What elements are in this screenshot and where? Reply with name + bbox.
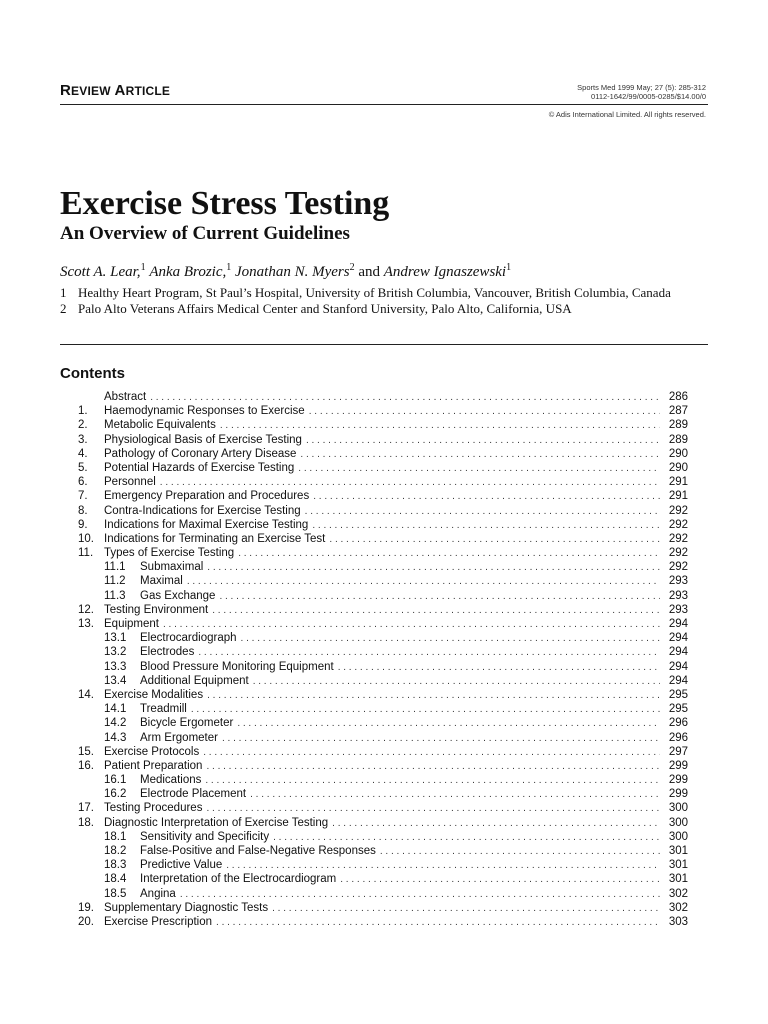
affiliation-number: 2 [60, 301, 67, 316]
toc-entry-page: 291 [668, 476, 688, 489]
toc-entry-page: 292 [668, 561, 688, 574]
toc-entry-number: 11. [78, 547, 94, 560]
toc-entry-number: 18.4 [104, 873, 127, 886]
toc-entry-page: 293 [668, 603, 688, 616]
label-rest-rticle: RTICLE [125, 84, 171, 98]
toc-entry [78, 518, 688, 532]
toc-entry-number: 12. [78, 603, 94, 616]
toc-entry-number: 11.2 [104, 575, 126, 588]
toc-entry-number: 13.4 [104, 674, 127, 687]
toc-entry-number: 14. [78, 688, 94, 701]
toc-entry-title: Gas Exchange [140, 589, 216, 602]
toc-entry [78, 787, 688, 801]
toc-leader-dots [237, 717, 660, 730]
toc-entry [78, 660, 688, 674]
toc-entry-page: 291 [668, 490, 688, 503]
toc-entry [78, 858, 688, 872]
toc-entry-page: 296 [668, 717, 688, 730]
toc-entry-title: Equipment [104, 618, 159, 630]
toc-entry-page: 290 [668, 461, 688, 474]
toc-entry-number: 1. [78, 405, 88, 418]
citation-line: Sports Med 1999 May; 27 (5): 285-312 [577, 83, 706, 92]
toc-entry-page: 303 [668, 915, 688, 928]
citation-line: 0112-1642/99/0005-0285/$14.00/0 [591, 92, 706, 101]
toc-entry-title: Patient Preparation [104, 759, 203, 772]
affiliation [60, 301, 700, 317]
toc-entry-number: 16. [78, 759, 94, 772]
toc-entry-page: 287 [668, 405, 688, 418]
toc-entry [78, 589, 688, 603]
toc-entry-title: Electrode Placement [140, 788, 247, 801]
toc-entry-title: Indications for Terminating an Exercise Test [104, 532, 326, 545]
toc-entry [78, 390, 688, 404]
toc-entry-page: 290 [668, 447, 688, 460]
toc-entry-number: 18. [78, 816, 94, 829]
toc-entry-number: 8. [78, 504, 88, 517]
toc-leader-dots [216, 916, 660, 929]
toc-entry [78, 773, 688, 787]
toc-entry-page: 292 [668, 532, 688, 545]
toc-entry-page: 289 [668, 419, 688, 432]
toc-entry-page: 301 [668, 845, 688, 857]
toc-entry-title: Additional Equipment [140, 674, 249, 687]
toc-entry [78, 631, 688, 645]
toc-entry-title: Testing Environment [104, 603, 209, 616]
toc-leader-dots [306, 434, 660, 447]
toc-entry [78, 504, 688, 518]
toc-entry-title: Angina [140, 887, 176, 900]
toc-leader-dots [273, 831, 660, 844]
toc-entry [78, 745, 688, 759]
toc-entry [78, 404, 688, 418]
toc-leader-dots [338, 661, 660, 674]
author-affil-mark: 1 [140, 262, 146, 273]
toc-entry [78, 872, 688, 886]
toc-entry-number: 20. [78, 915, 94, 928]
toc-leader-dots [312, 519, 660, 532]
toc-entry-number: 6. [78, 476, 88, 489]
section-divider [60, 344, 708, 345]
toc-leader-dots [309, 405, 660, 418]
toc-entry-number: 5. [78, 461, 88, 474]
header-divider [60, 104, 708, 105]
toc-entry-number: 18.1 [104, 830, 127, 843]
table-of-contents [78, 390, 688, 929]
toc-leader-dots [150, 391, 660, 404]
toc-leader-dots [205, 774, 660, 787]
toc-entry-number: 18.2 [104, 845, 127, 857]
toc-entry [78, 475, 688, 489]
toc-entry [78, 532, 688, 546]
toc-entry [78, 546, 688, 560]
toc-leader-dots [340, 873, 660, 886]
author-affil-mark: 2 [349, 262, 355, 273]
affiliation-list [60, 285, 700, 317]
toc-leader-dots [241, 632, 660, 645]
toc-entry-page: 293 [668, 575, 688, 588]
toc-entry [78, 447, 688, 461]
toc-entry-title: Electrodes [140, 646, 195, 659]
toc-leader-dots [219, 590, 660, 603]
toc-entry [78, 901, 688, 915]
toc-leader-dots [313, 490, 660, 503]
toc-entry-title: Contra-Indications for Exercise Testing [104, 504, 301, 517]
toc-entry-number: 10. [78, 532, 94, 545]
toc-leader-dots [305, 505, 660, 518]
toc-entry-number: 13.3 [104, 660, 127, 673]
toc-entry-page: 302 [668, 901, 688, 914]
toc-leader-dots [253, 675, 660, 688]
toc-leader-dots [191, 703, 660, 716]
label-rest-eview: EVIEW [71, 84, 111, 98]
toc-entry-number: 13. [78, 618, 94, 630]
toc-entry-title: Abstract [104, 391, 147, 403]
toc-entry-page: 289 [668, 433, 688, 446]
toc-entry [78, 702, 688, 716]
toc-entry-number: 7. [78, 490, 88, 503]
article-subtitle: An Overview of Current Guidelines [60, 223, 350, 244]
toc-entry-number: 13.2 [104, 646, 127, 659]
toc-entry [78, 418, 688, 432]
toc-leader-dots [206, 802, 660, 815]
toc-entry-page: 300 [668, 802, 688, 815]
toc-entry-title: Maximal [140, 575, 183, 588]
toc-entry-title: Types of Exercise Testing [104, 547, 235, 560]
toc-leader-dots [187, 575, 660, 588]
toc-leader-dots [222, 732, 660, 745]
toc-entry-page: 294 [668, 618, 688, 630]
toc-leader-dots [206, 760, 660, 773]
toc-entry-title: Metabolic Equivalents [104, 419, 216, 432]
affiliation-text: Healthy Heart Program, St Paul’s Hospital, University of British Columbia, Vancouver, British Columbia, Canada [78, 285, 671, 300]
toc-leader-dots [220, 419, 660, 432]
toc-entry-title: Sensitivity and Specificity [140, 830, 270, 843]
toc-entry-number: 18.3 [104, 859, 127, 872]
toc-entry-title: False-Positive and False-Negative Responses [140, 845, 376, 857]
toc-entry [78, 433, 688, 447]
toc-entry [78, 816, 688, 830]
toc-entry-title: Submaximal [140, 561, 204, 574]
toc-leader-dots [300, 448, 660, 461]
toc-leader-dots [163, 618, 660, 631]
toc-entry-page: 297 [668, 745, 688, 758]
toc-entry-title: Pathology of Coronary Artery Disease [104, 447, 297, 460]
toc-entry-page: 299 [668, 759, 688, 772]
toc-entry-page: 293 [668, 589, 688, 602]
toc-leader-dots [160, 476, 660, 489]
toc-entry-number: 3. [78, 433, 88, 446]
toc-leader-dots [207, 561, 660, 574]
toc-entry-title: Emergency Preparation and Procedures [104, 490, 310, 503]
toc-entry-title: Diagnostic Interpretation of Exercise Testing [104, 816, 329, 829]
toc-entry [78, 759, 688, 773]
toc-entry-number: 4. [78, 447, 88, 460]
toc-leader-dots [207, 689, 660, 702]
toc-entry-number: 14.3 [104, 731, 127, 744]
toc-entry-page: 301 [668, 873, 688, 886]
toc-entry-title: Arm Ergometer [140, 731, 218, 744]
toc-entry-title: Predictive Value [140, 859, 223, 872]
toc-entry [78, 674, 688, 688]
author-name: Jonathan N. Myers [235, 264, 350, 280]
toc-entry-number: 17. [78, 802, 94, 815]
toc-leader-dots [203, 746, 660, 759]
toc-entry [78, 688, 688, 702]
toc-entry [78, 617, 688, 631]
toc-entry [78, 830, 688, 844]
toc-entry-page: 295 [668, 688, 688, 701]
copyright-notice: © Adis International Limited. All rights reserved. [548, 110, 706, 119]
author-affil-mark: 1 [506, 262, 512, 273]
toc-leader-dots [329, 533, 660, 546]
label-cap-r: R [60, 82, 72, 99]
toc-entry-page: 299 [668, 774, 688, 787]
toc-entry-page: 301 [668, 859, 688, 872]
toc-entry-page: 294 [668, 632, 688, 645]
toc-entry-title: Testing Procedures [104, 802, 203, 815]
toc-entry [78, 560, 688, 574]
article-type-label [60, 82, 170, 99]
toc-leader-dots [238, 547, 660, 560]
toc-entry-number: 19. [78, 901, 94, 914]
toc-leader-dots [212, 604, 660, 617]
toc-entry-title: Haemodynamic Responses to Exercise [104, 405, 305, 418]
label-cap-a: A [114, 82, 126, 99]
toc-entry [78, 461, 688, 475]
toc-leader-dots [380, 845, 660, 858]
toc-entry [78, 603, 688, 617]
affiliation-text: Palo Alto Veterans Affairs Medical Center and Stanford University, Palo Alto, California, USA [78, 301, 572, 316]
toc-entry [78, 645, 688, 659]
toc-entry-number: 16.1 [104, 774, 127, 787]
toc-entry-number: 16.2 [104, 788, 127, 801]
toc-entry-page: 294 [668, 646, 688, 659]
toc-entry-page: 296 [668, 731, 688, 744]
toc-entry-number: 15. [78, 745, 94, 758]
toc-entry-title: Exercise Protocols [104, 745, 200, 758]
toc-leader-dots [272, 902, 660, 915]
toc-entry-page: 286 [668, 391, 688, 403]
toc-entry-title: Exercise Prescription [104, 915, 213, 928]
toc-leader-dots [226, 859, 660, 872]
toc-entry-title: Treadmill [140, 703, 187, 716]
toc-entry-title: Exercise Modalities [104, 688, 204, 701]
toc-entry [78, 801, 688, 815]
toc-entry [78, 887, 688, 901]
toc-entry-title: Physiological Basis of Exercise Testing [104, 433, 302, 446]
toc-leader-dots [250, 788, 660, 801]
toc-entry [78, 574, 688, 588]
toc-entry-title: Medications [140, 774, 202, 787]
author-affil-mark: 1 [226, 262, 232, 273]
toc-leader-dots [332, 817, 660, 830]
toc-entry-page: 292 [668, 504, 688, 517]
toc-entry [78, 489, 688, 503]
toc-leader-dots [298, 462, 660, 475]
affiliation [60, 285, 700, 301]
toc-entry-page: 295 [668, 703, 688, 716]
toc-entry-page: 299 [668, 788, 688, 801]
toc-entry-number: 13.1 [104, 632, 127, 645]
toc-leader-dots [198, 646, 660, 659]
author-name: Andrew Ignaszewski [383, 264, 507, 280]
toc-entry-number: 2. [78, 419, 88, 432]
toc-entry-page: 294 [668, 674, 688, 687]
toc-entry-page: 300 [668, 816, 688, 829]
toc-entry-number: 18.5 [104, 887, 127, 900]
toc-entry-page: 292 [668, 518, 688, 531]
toc-entry-title: Indications for Maximal Exercise Testing [104, 518, 309, 531]
toc-entry-number: 9. [78, 518, 88, 531]
toc-leader-dots [180, 888, 660, 901]
toc-entry-page: 292 [668, 547, 688, 560]
toc-entry-title: Bicycle Ergometer [140, 717, 234, 730]
affiliation-number: 1 [60, 285, 67, 300]
author-name: Scott A. Lear, [60, 264, 141, 280]
toc-entry-page: 302 [668, 887, 688, 900]
author-list [60, 258, 511, 282]
contents-heading: Contents [60, 365, 125, 382]
author-name: Anka Brozic, [149, 264, 227, 280]
author-conjunction: and [358, 264, 380, 280]
toc-entry-title: Potential Hazards of Exercise Testing [104, 461, 295, 474]
toc-entry [78, 731, 688, 745]
toc-entry-number: 14.2 [104, 717, 127, 730]
toc-entry-title: Supplementary Diagnostic Tests [104, 901, 269, 914]
toc-entry-title: Electrocardiograph [140, 632, 237, 645]
toc-entry [78, 844, 688, 858]
toc-entry-title: Interpretation of the Electrocardiogram [140, 873, 337, 886]
article-title: Exercise Stress Testing [60, 185, 390, 222]
toc-entry-title: Personnel [104, 476, 156, 489]
journal-citation [577, 83, 706, 101]
toc-entry-page: 300 [668, 830, 688, 843]
toc-entry-number: 14.1 [104, 703, 127, 716]
toc-entry [78, 915, 688, 929]
toc-entry-number: 11.3 [104, 589, 126, 602]
toc-entry-title: Blood Pressure Monitoring Equipment [140, 660, 334, 673]
toc-entry-number: 11.1 [104, 561, 126, 574]
toc-entry [78, 716, 688, 730]
toc-entry-page: 294 [668, 660, 688, 673]
